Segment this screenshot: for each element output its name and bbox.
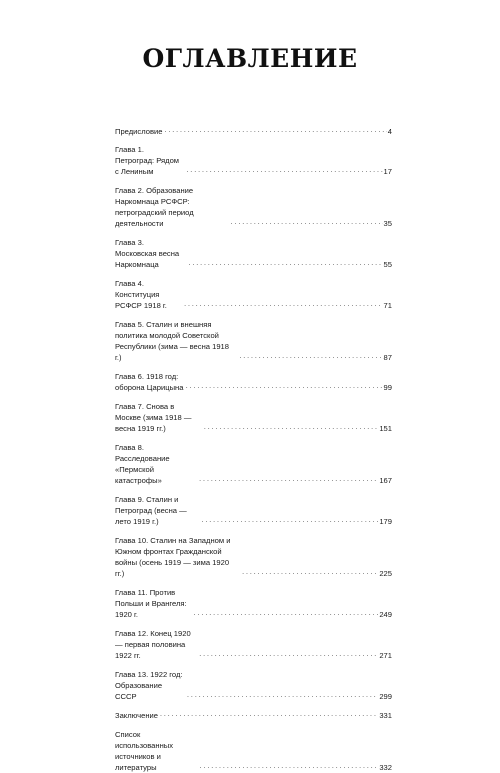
toc-entry-chapter-6	[115, 371, 392, 393]
toc-entry-text: Глава 5. Сталин и внешняя политика молодой Советской Республики (зима — весна 1918 г.)	[115, 320, 229, 362]
toc-entry-page: 179	[379, 517, 392, 526]
dot-leader	[160, 711, 378, 719]
toc-entry-text: Глава 10. Сталин на Западном и Южном фронтах Гражданской войны (осень 1919 — зима 1920 гг.)	[115, 536, 231, 578]
dot-leader	[199, 476, 378, 484]
toc-entry-chapter-10	[115, 535, 392, 579]
toc-entry-page: 271	[379, 651, 392, 660]
toc-entry-text: Заключение	[115, 711, 159, 720]
dot-leader	[204, 424, 378, 432]
dot-leader	[164, 127, 386, 135]
toc-entry-text: Глава 11. Против Польши и Врангеля: 1920 г.	[115, 588, 187, 619]
toc-entry-text: Глава 3. Московская весна Наркомнаца	[115, 238, 180, 269]
toc-entry-text: Глава 2. Образование Наркомнаца РСФСР: петроградский период деятельности	[115, 186, 194, 228]
toc-entry-chapter-8	[115, 442, 392, 486]
dot-leader	[200, 763, 379, 771]
toc-entry-page: 332	[379, 763, 392, 772]
dot-leader	[231, 219, 383, 227]
toc-entry-conclusion	[115, 710, 392, 721]
toc-entry-page: 87	[383, 353, 392, 362]
dot-leader	[201, 517, 378, 525]
toc-entry-page: 299	[379, 692, 392, 701]
toc-entry-page: 71	[383, 301, 392, 310]
dot-leader	[194, 610, 379, 618]
toc-entry-page: 151	[379, 424, 392, 433]
toc-entry-page: 99	[383, 383, 392, 392]
toc-entry-text: Глава 4. Конституция РСФСР 1918 г.	[115, 279, 167, 310]
toc-entry-preface	[115, 126, 392, 137]
toc-entry-text: Глава 6. 1918 год: оборона Царицына	[115, 372, 184, 392]
toc-entry-page: 55	[383, 260, 392, 269]
toc-entry-text: Список использованных источников и литературы	[115, 730, 174, 772]
toc-entry-chapter-7	[115, 401, 392, 434]
dot-leader	[186, 383, 383, 391]
dot-leader	[184, 301, 382, 309]
toc-entry-text: Глава 9. Сталин и Петроград (весна — лето 1919 г.)	[115, 495, 187, 526]
toc-entry-text: Предисловие	[115, 127, 163, 136]
toc-entry-chapter-9	[115, 494, 392, 527]
toc-entry-page: 35	[383, 219, 392, 228]
toc-entry-page: 167	[379, 476, 392, 485]
toc-entry-chapter-12	[115, 628, 392, 661]
page-title: ОГЛАВЛЕНИЕ	[142, 44, 358, 73]
toc-entry-chapter-1	[115, 144, 392, 177]
toc-entry-page: 331	[379, 711, 392, 720]
toc-entry-text: Глава 8. Расследование «Пермской катастрофы»	[115, 443, 170, 485]
dot-leader	[242, 569, 378, 577]
table-of-contents	[115, 126, 392, 773]
toc-entry-bibliography	[115, 729, 392, 773]
dot-leader	[186, 167, 382, 175]
toc-entry-text: Глава 13. 1922 год: Образование СССР	[115, 670, 183, 701]
toc-entry-chapter-3	[115, 237, 392, 270]
toc-entry-page: 17	[383, 167, 392, 176]
dot-leader	[187, 692, 378, 700]
toc-entry-page: 225	[379, 569, 392, 578]
toc-entry-chapter-11	[115, 587, 392, 620]
toc-entry-text: Глава 12. Конец 1920 — первая половина 1922 гг.	[115, 629, 191, 660]
toc-entry-chapter-4	[115, 278, 392, 311]
dot-leader	[199, 651, 378, 659]
toc-entry-text: Глава 7. Снова в Москве (зима 1918 — весна 1919 гг.)	[115, 402, 192, 433]
toc-entry-text: Глава 1. Петроград: Рядом с Лениным	[115, 145, 180, 176]
toc-entry-chapter-2	[115, 185, 392, 229]
toc-entry-page: 4	[387, 127, 392, 136]
toc-entry-chapter-5	[115, 319, 392, 363]
dot-leader	[239, 353, 382, 361]
toc-entry-page: 249	[379, 610, 392, 619]
toc-entry-chapter-13	[115, 669, 392, 702]
dot-leader	[188, 260, 382, 268]
